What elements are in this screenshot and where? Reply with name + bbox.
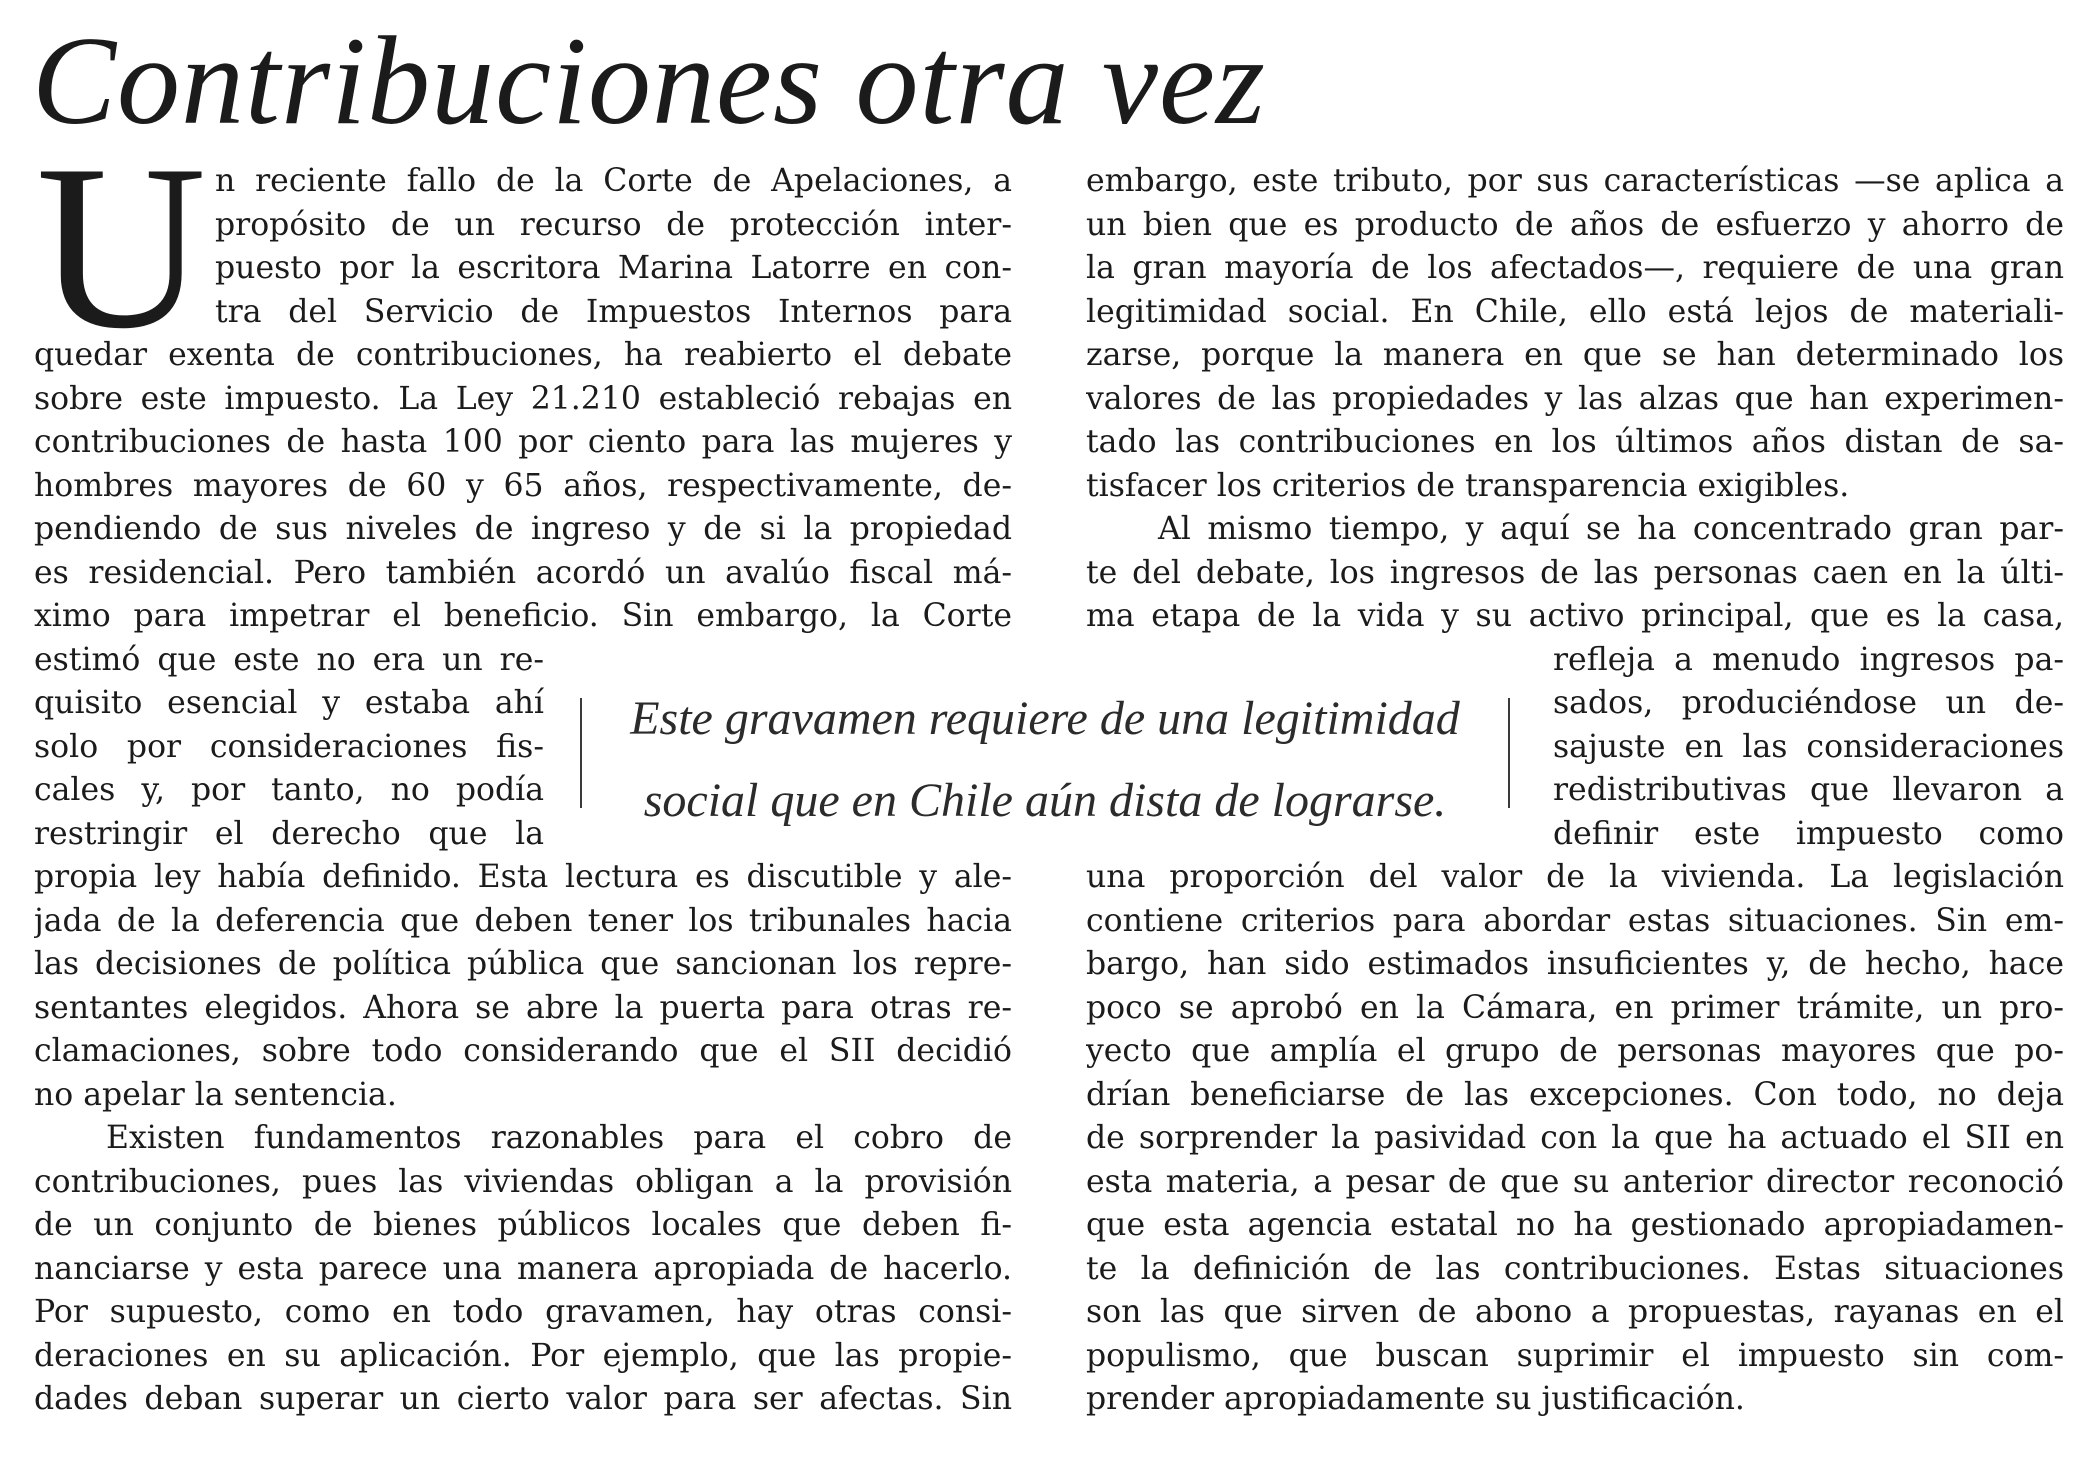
right-line-23: de sorprender la pasividad con la que ha actuado el SII en (1086, 1120, 2064, 1156)
right-line-26: te la definición de las contribuciones. Estas situaciones (1086, 1250, 2064, 1287)
headline: Contribuciones otra vez (32, 12, 1266, 151)
left-line-10: es residencial. Pero también acordó un avalúo fiscal má- (34, 554, 1012, 591)
right-line-21: yecto que amplía el grupo de personas mayores que po- (1086, 1033, 2064, 1069)
left-line-27: Por supuesto, como en todo gravamen, hay otras consi- (34, 1294, 1012, 1330)
left-line-20: sentantes elegidos. Ahora se abre la puerta para otras re- (34, 989, 1012, 1026)
pull-quote-left-rule (580, 698, 582, 808)
right-line-25: que esta agencia estatal no ha gestionado apropiadamen- (1086, 1207, 2064, 1243)
left-line-7: contribuciones de hasta 100 por ciento para las mujeres y (34, 424, 1012, 460)
left-line-18: jada de la deferencia que deben tener los tribunales hacia (34, 902, 1012, 939)
pull-quote-line-2: social que en Chile aún dista de lograrse. (643, 774, 1447, 827)
right-line-15: redistributivas que llevaron a (1553, 772, 2064, 808)
left-line-12: estimó que este no era un re- (34, 641, 544, 678)
left-line-15: cales y, por tanto, no podía (34, 772, 544, 808)
left-line-3: puesto por la escritora Marina Latorre en con- (215, 250, 1012, 286)
right-line-27: son las que sirven de abono a propuestas, rayanas en el (1086, 1294, 2064, 1330)
left-line-24: contribuciones, pues las viviendas obligan a la provisión (34, 1163, 1012, 1200)
left-line-13: quisito esencial y estaba ahí (34, 685, 544, 721)
left-line-6: sobre este impuesto. La Ley 21.210 estableció rebajas en (34, 380, 1012, 417)
left-line-17: propia ley había definido. Esta lectura es discutible y ale- (34, 859, 1012, 895)
drop-cap: U (36, 117, 207, 378)
right-line-24: esta materia, a pesar de que su anterior director reconoció (1086, 1163, 2064, 1200)
right-line-6: valores de las propiedades y las alzas que han experimen- (1086, 380, 2064, 417)
pull-quote (600, 678, 1490, 842)
left-line-2: propósito de un recurso de protección inter- (215, 206, 1012, 243)
right-line-12: refleja a menudo ingresos pa- (1553, 641, 2064, 678)
right-line-5: zarse, porque la manera en que se han determinado los (1086, 337, 2064, 373)
left-line-26: nanciarse y esta parece una manera apropiada de hacerlo. (34, 1250, 1012, 1287)
left-line-21: clamaciones, sobre todo considerando que el SII decidió (34, 1033, 1012, 1069)
right-line-28: populismo, que buscan suprimir el impuesto sin com- (1086, 1337, 2064, 1374)
right-line-8: tisfacer los criterios de transparencia exigibles. (1086, 467, 1850, 504)
right-line-2: un bien que es producto de años de esfuerzo y ahorro de (1086, 206, 2064, 243)
left-line-16: restringir el derecho que la (34, 815, 544, 852)
pull-quote-right-rule (1508, 698, 1510, 808)
pull-quote-line-1: Este gravamen requiere de una legitimidad (630, 692, 1460, 745)
right-line-16: definir este impuesto como (1553, 815, 2064, 852)
left-line-22: no apelar la sentencia. (34, 1076, 397, 1113)
right-line-14: sajuste en las consideraciones (1553, 728, 2064, 765)
right-line-4: legitimidad social. En Chile, ello está lejos de materiali- (1086, 293, 2064, 330)
left-line-9: pendiendo de sus niveles de ingreso y de si la propiedad (34, 511, 1012, 547)
right-line-7: tado las contribuciones en los últimos años distan de sa- (1086, 424, 2064, 460)
left-line-23: Existen fundamentos razonables para el cobro de (106, 1120, 1012, 1156)
right-line-1: embargo, este tributo, por sus características —se aplica a (1086, 163, 2064, 199)
left-line-11: ximo para impetrar el beneficio. Sin embargo, la Corte (34, 598, 1012, 634)
right-line-3: la gran mayoría de los afectados—, requiere de una gran (1086, 250, 2064, 286)
left-line-1: n reciente fallo de la Corte de Apelaciones, a (215, 163, 1012, 199)
left-line-29: dades deban superar un cierto valor para ser afectas. Sin (34, 1381, 1012, 1417)
right-line-13: sados, produciéndose un de- (1553, 685, 2064, 721)
right-line-18: contiene criterios para abordar estas situaciones. Sin em- (1086, 902, 2064, 939)
right-line-19: bargo, han sido estimados insuficientes y, de hecho, hace (1086, 946, 2064, 982)
right-line-11: ma etapa de la vida y su activo principal, que es la casa, (1086, 598, 2064, 634)
right-line-20: poco se aprobó en la Cámara, en primer trámite, un pro- (1086, 989, 2064, 1026)
right-line-9: Al mismo tiempo, y aquí se ha concentrado gran par- (1158, 511, 2064, 547)
left-line-28: deraciones en su aplicación. Por ejemplo, que las propie- (34, 1337, 1012, 1374)
left-line-25: de un conjunto de bienes públicos locales que deben fi- (34, 1207, 1012, 1243)
left-line-19: las decisiones de política pública que sancionan los repre- (34, 946, 1012, 982)
left-line-4: tra del Servicio de Impuestos Internos para (215, 293, 1012, 330)
right-line-29: prender apropiadamente su justificación. (1086, 1381, 1745, 1417)
left-line-5: quedar exenta de contribuciones, ha reabierto el debate (34, 337, 1012, 373)
right-line-10: te del debate, los ingresos de las personas caen en la últi- (1086, 554, 2064, 591)
left-line-8: hombres mayores de 60 y 65 años, respectivamente, de- (34, 467, 1012, 504)
right-line-17: una proporción del valor de la vivienda. La legislación (1086, 859, 2064, 895)
right-line-22: drían beneficiarse de las excepciones. Con todo, no deja (1086, 1076, 2064, 1113)
left-line-14: solo por consideraciones fis- (34, 728, 544, 765)
